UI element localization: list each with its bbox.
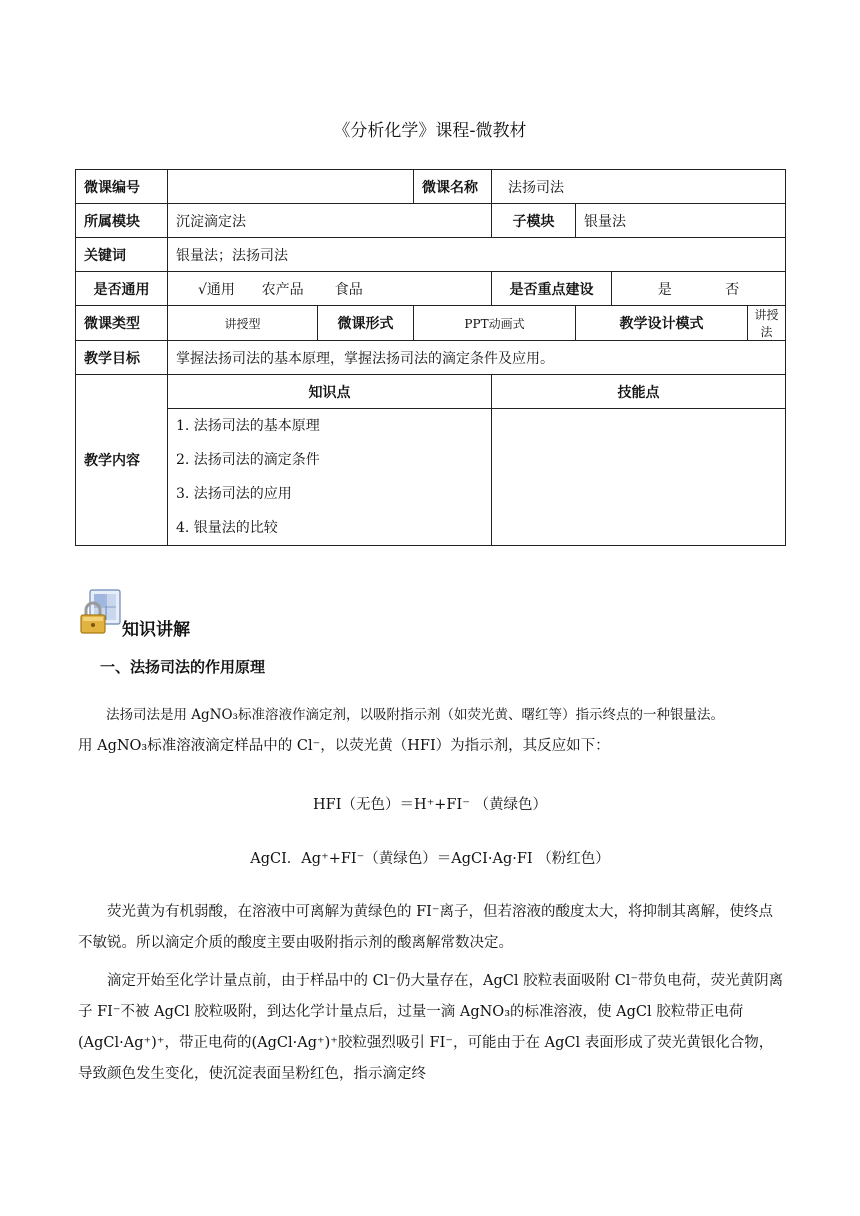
label-submodule: 子模块 bbox=[492, 204, 576, 238]
skill-cell bbox=[492, 409, 786, 546]
course-info-table bbox=[75, 169, 786, 546]
paragraph-2: 荧光黄为有机弱酸，在溶液中可离解为黄绿色的 FI⁻离子，但若溶液的酸度太大，将抑制其离解，使终点不敏锐。所以滴定介质的酸度主要由吸附指示剂的酸离解常数决定。 bbox=[78, 904, 774, 951]
table-row bbox=[76, 204, 786, 238]
value-design-mode: 讲授法 bbox=[748, 306, 786, 341]
value-submodule: 银量法 bbox=[576, 204, 786, 238]
label-course-form: 微课形式 bbox=[318, 306, 414, 341]
label-course-type: 微课类型 bbox=[76, 306, 168, 341]
document-title: 《分析化学》课程-微教材 bbox=[333, 121, 527, 141]
label-module: 所属模块 bbox=[76, 204, 168, 238]
label-keywords: 关键词 bbox=[76, 238, 168, 272]
label-objective: 教学目标 bbox=[76, 341, 168, 375]
table-row bbox=[76, 170, 786, 204]
list-item: 2. 法扬司法的滴定条件 bbox=[176, 452, 320, 468]
subsection-title: 一、法扬司法的作用原理 bbox=[100, 658, 266, 676]
label-key-construction: 是否重点建设 bbox=[492, 272, 612, 306]
label-content: 教学内容 bbox=[76, 375, 168, 546]
section-title: 知识讲解 bbox=[122, 620, 190, 640]
list-item: 4. 银量法的比较 bbox=[176, 520, 278, 536]
value-general: √通用 农产品 食品 bbox=[168, 272, 492, 306]
label-design-mode: 教学设计模式 bbox=[576, 306, 748, 341]
paragraph-3: 滴定开始至化学计量点前，由于样品中的 Cl⁻仍大量存在，AgCl 胶粒表面吸附 Cl⁻带负电荷，荧光黄阴离子 FI⁻不被 AgCl 胶粒吸附，到达化学计量点后，过量一滴 AgNO₃的标准溶液，使 AgCl 胶粒带正电荷(AgCl·Ag⁺)⁺，带正电荷的(AgCl·Ag⁺)⁺胶粒强烈吸引 FI⁻，可能由于在 AgCl 表面形成了荧光黄银化合物，导致颜色发生变化，使沉淀表面呈粉红色，指示滴定终 bbox=[78, 973, 784, 1082]
header-skill: 技能点 bbox=[492, 375, 786, 409]
value-objective: 掌握法扬司法的基本原理，掌握法扬司法的滴定条件及应用。 bbox=[168, 341, 786, 375]
table-row bbox=[76, 409, 786, 546]
label-course-name: 微课名称 bbox=[414, 170, 492, 204]
value-key-construction: 是 否 bbox=[612, 272, 786, 306]
paragraph-1 bbox=[78, 700, 784, 762]
value-course-type: 讲授型 bbox=[168, 306, 318, 341]
knowledge-list bbox=[168, 409, 492, 546]
paragraph-1-line-1: 法扬司法是用 AgNO₃标准溶液作滴定剂，以吸附指示剂（如荧光黄、曙红等）指示终点的一种银量法。 bbox=[106, 707, 724, 723]
header-knowledge: 知识点 bbox=[168, 375, 492, 409]
table-row bbox=[76, 375, 786, 409]
value-keywords: 银量法；法扬司法 bbox=[168, 238, 786, 272]
value-course-id bbox=[168, 170, 414, 204]
section-heading bbox=[78, 588, 190, 640]
paragraph-1-line-2: 用 AgNO₃标准溶液滴定样品中的 Cl⁻，以荧光黄（HFI）为指示剂，其反应如下： bbox=[78, 738, 610, 754]
value-course-name: 法扬司法 bbox=[492, 170, 786, 204]
table-row bbox=[76, 238, 786, 272]
label-general: 是否通用 bbox=[76, 272, 168, 306]
list-item: 3. 法扬司法的应用 bbox=[176, 486, 292, 502]
value-course-form: PPT动画式 bbox=[414, 306, 576, 341]
list-item: 1. 法扬司法的基本原理 bbox=[176, 418, 320, 434]
table-row bbox=[76, 341, 786, 375]
table-row bbox=[76, 306, 786, 341]
equation-1: HFI（无色）＝H⁺+FI⁻ （黄绿色） bbox=[313, 797, 547, 813]
label-course-id: 微课编号 bbox=[76, 170, 168, 204]
table-row bbox=[76, 272, 786, 306]
equation-2: AgCI．Ag⁺+FI⁻（黄绿色）＝AgCI·Ag·FI （粉红色） bbox=[250, 851, 610, 867]
value-module: 沉淀滴定法 bbox=[168, 204, 492, 238]
lock-document-icon bbox=[78, 588, 124, 636]
